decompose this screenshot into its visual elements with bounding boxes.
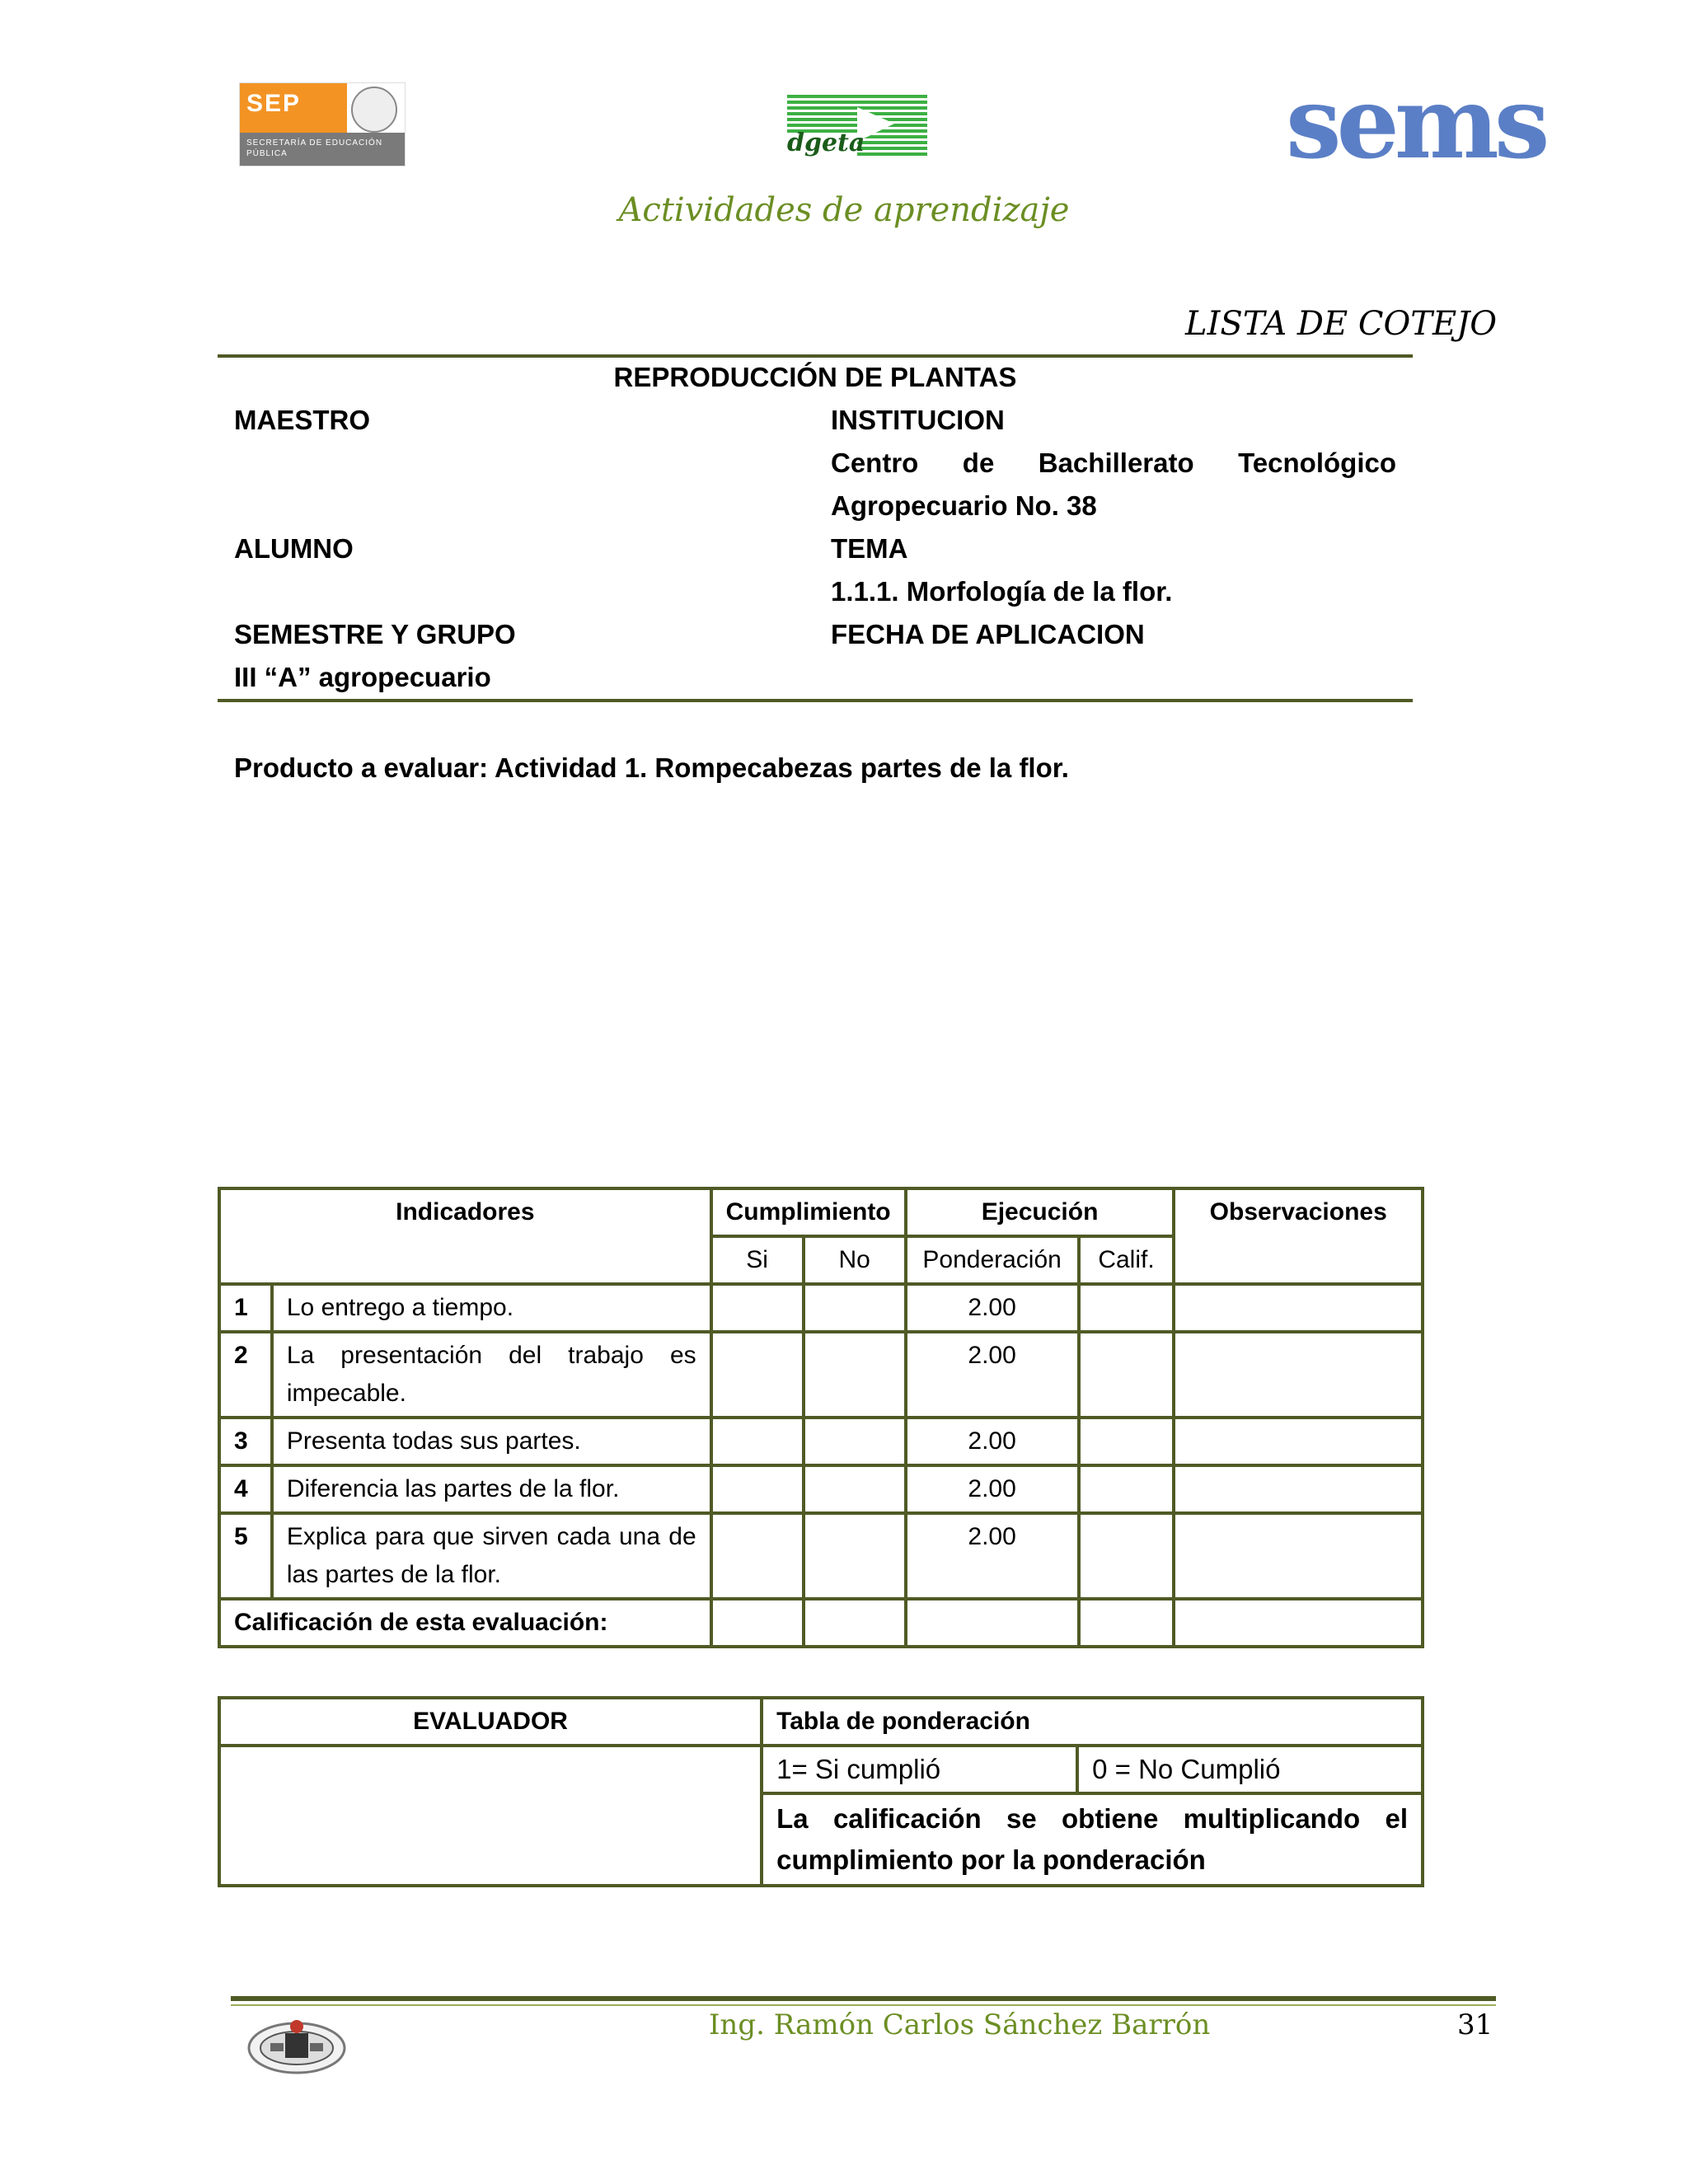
- row-indicator: Lo entrego a tiempo.: [272, 1284, 711, 1332]
- no-cell[interactable]: [804, 1284, 906, 1332]
- calif-cell[interactable]: [1079, 1513, 1175, 1599]
- row-indicator: Explica para que sirven cada una de las partes de la flor.: [272, 1513, 711, 1599]
- bottom-rule: [218, 699, 1413, 702]
- institucion-label: INSTITUCION: [831, 405, 1005, 435]
- evaluator-table: [218, 1696, 1424, 1887]
- total-label: Calificación de esta evaluación:: [219, 1599, 711, 1647]
- header-calif: Calif.: [1079, 1236, 1175, 1284]
- observaciones-cell[interactable]: [1174, 1332, 1423, 1418]
- si-cumplio-text: 1= Si cumplió: [762, 1746, 1077, 1793]
- header-ejecucion: Ejecución: [906, 1188, 1175, 1236]
- page-subtitle: Actividades de aprendizaje: [618, 191, 1070, 229]
- alumno-label: ALUMNO: [234, 533, 354, 564]
- dgeta-text: dgeta: [787, 129, 865, 157]
- calif-cell[interactable]: [1079, 1332, 1175, 1418]
- si-cell[interactable]: [711, 1513, 804, 1599]
- observaciones-cell[interactable]: [1174, 1284, 1423, 1332]
- semestre-label: SEMESTRE Y GRUPO: [234, 619, 516, 649]
- header-si: Si: [711, 1236, 804, 1284]
- ponderacion-cell: 2.00: [906, 1418, 1079, 1465]
- si-cell[interactable]: [711, 1332, 804, 1418]
- table-row: [219, 1465, 1423, 1513]
- evaluation-table: [218, 1187, 1424, 1648]
- observaciones-cell[interactable]: [1174, 1418, 1423, 1465]
- table-row: [219, 1513, 1423, 1599]
- calif-cell[interactable]: [1079, 1418, 1175, 1465]
- header-cumplimiento: Cumplimiento: [711, 1188, 906, 1236]
- footer-author: Ing. Ramón Carlos Sánchez Barrón: [709, 2008, 1211, 2041]
- total-ponderacion-cell[interactable]: [906, 1599, 1079, 1647]
- evaluador-signature-cell[interactable]: [219, 1746, 762, 1886]
- table-row: [219, 1332, 1423, 1418]
- school-seal-icon: [246, 2015, 349, 2077]
- observaciones-cell[interactable]: [1174, 1465, 1423, 1513]
- ponderacion-cell: 2.00: [906, 1465, 1079, 1513]
- total-observaciones-cell[interactable]: [1174, 1599, 1423, 1647]
- header-no: No: [804, 1236, 906, 1284]
- total-si-cell[interactable]: [711, 1599, 804, 1647]
- semestre-value: III “A” agropecuario: [234, 662, 491, 692]
- dgeta-logo: [779, 91, 931, 161]
- mexico-seal-icon: [351, 87, 397, 133]
- si-cell[interactable]: [711, 1284, 804, 1332]
- info-title: REPRODUCCIÓN DE PLANTAS: [613, 362, 1017, 392]
- no-cumplio-text: 0 = No Cumplió: [1077, 1746, 1423, 1793]
- evaluador-label: EVALUADOR: [219, 1698, 762, 1746]
- calculation-note: La calificación se obtiene multiplicando el cumplimiento por la ponderación: [762, 1793, 1423, 1886]
- table-row: [219, 1284, 1423, 1332]
- tabla-ponderacion-label: Tabla de ponderación: [762, 1698, 1423, 1746]
- sems-logo: sems: [1286, 65, 1545, 181]
- sep-logo: [239, 82, 406, 166]
- tema-label: TEMA: [831, 533, 908, 564]
- row-number: 1: [219, 1284, 272, 1332]
- page-number: 31: [1457, 2008, 1493, 2041]
- maestro-label: MAESTRO: [234, 405, 370, 435]
- total-row: [219, 1599, 1423, 1647]
- footer-rule: [231, 1996, 1496, 2001]
- document-type-title: LISTA DE COTEJO: [1185, 305, 1497, 343]
- no-cell[interactable]: [804, 1418, 906, 1465]
- institucion-value: Centro de Bachillerato Tecnológico Agropecuario No. 38: [831, 448, 1396, 521]
- sep-subtext: SECRETARÍA DE EDUCACIÓN PÚBLICA: [240, 133, 405, 166]
- row-indicator: La presentación del trabajo es impecable.: [272, 1332, 711, 1418]
- footer-rule-thin: [231, 2004, 1496, 2006]
- row-number: 5: [219, 1513, 272, 1599]
- fecha-label: FECHA DE APLICACION: [831, 619, 1145, 649]
- header-indicadores: Indicadores: [219, 1188, 711, 1284]
- row-number: 4: [219, 1465, 272, 1513]
- header-observaciones: Observaciones: [1174, 1188, 1423, 1284]
- product-line: Producto a evaluar: Actividad 1. Rompecabezas partes de la flor.: [234, 752, 1069, 783]
- ponderacion-cell: 2.00: [906, 1284, 1079, 1332]
- row-number: 2: [219, 1332, 272, 1418]
- row-number: 3: [219, 1418, 272, 1465]
- observaciones-cell[interactable]: [1174, 1513, 1423, 1599]
- no-cell[interactable]: [804, 1332, 906, 1418]
- si-cell[interactable]: [711, 1418, 804, 1465]
- total-calif-cell[interactable]: [1079, 1599, 1175, 1647]
- no-cell[interactable]: [804, 1513, 906, 1599]
- table-row: [219, 1418, 1423, 1465]
- total-no-cell[interactable]: [804, 1599, 906, 1647]
- no-cell[interactable]: [804, 1465, 906, 1513]
- tema-value: 1.1.1. Morfología de la flor.: [831, 576, 1173, 607]
- sep-acronym: SEP: [246, 90, 302, 117]
- ponderacion-cell: 2.00: [906, 1513, 1079, 1599]
- row-indicator: Diferencia las partes de la flor.: [272, 1465, 711, 1513]
- calif-cell[interactable]: [1079, 1284, 1175, 1332]
- si-cell[interactable]: [711, 1465, 804, 1513]
- row-indicator: Presenta todas sus partes.: [272, 1418, 711, 1465]
- calif-cell[interactable]: [1079, 1465, 1175, 1513]
- header-ponderacion: Ponderación: [906, 1236, 1079, 1284]
- ponderacion-cell: 2.00: [906, 1332, 1079, 1418]
